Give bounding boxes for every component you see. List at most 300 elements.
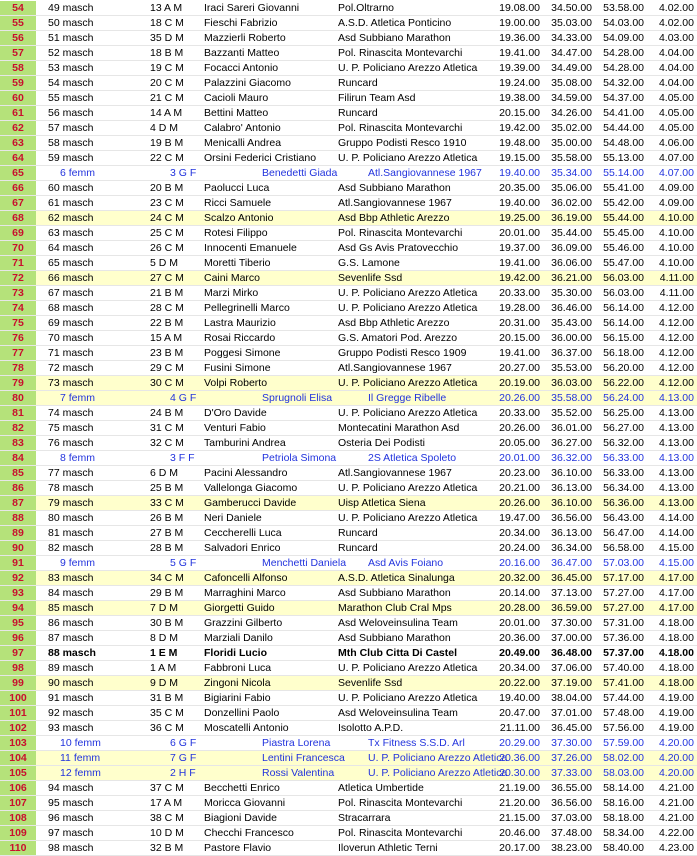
final-time-cell: 57.44.00 bbox=[603, 692, 644, 704]
pace-cell: 4.11.00 bbox=[659, 287, 694, 299]
athlete-name-cell: Fieschi Fabrizio bbox=[204, 17, 278, 29]
position-cell: 77 bbox=[0, 346, 36, 361]
final-time-cell: 55.13.00 bbox=[603, 152, 644, 164]
athlete-name-cell: Giorgetti Guido bbox=[204, 602, 275, 614]
final-time-cell: 53.58.00 bbox=[603, 2, 644, 14]
position-cell: 96 bbox=[0, 631, 36, 646]
table-row bbox=[0, 196, 697, 211]
final-time-cell: 57.36.00 bbox=[603, 632, 644, 644]
split-time-cell: 35.43.00 bbox=[551, 317, 592, 329]
final-time-cell: 54.32.00 bbox=[603, 77, 644, 89]
gender-rank-cell: 66 masch bbox=[48, 272, 94, 284]
table-row bbox=[0, 46, 697, 61]
gender-rank-cell: 64 masch bbox=[48, 242, 94, 254]
category-cell: 2 H F bbox=[170, 767, 196, 779]
pace-cell: 4.10.00 bbox=[658, 242, 694, 254]
category-cell: 21 B M bbox=[150, 287, 184, 299]
pace-cell: 4.18.00 bbox=[658, 677, 694, 689]
pace-cell: 4.09.00 bbox=[658, 182, 694, 194]
athlete-name-cell: Innocenti Emanuele bbox=[204, 242, 297, 254]
athlete-name-cell: Gamberucci Davide bbox=[204, 497, 297, 509]
gender-rank-cell: 82 masch bbox=[48, 542, 94, 554]
pace-cell: 4.19.00 bbox=[658, 692, 694, 704]
gender-rank-cell: 90 masch bbox=[48, 677, 94, 689]
table-row bbox=[0, 811, 697, 826]
category-cell: 37 C M bbox=[150, 782, 184, 794]
athlete-name-cell: Lentini Francesca bbox=[262, 752, 345, 764]
split-time-cell: 20.46.00 bbox=[499, 827, 540, 839]
gender-rank-cell: 71 masch bbox=[48, 347, 94, 359]
split-time-cell: 20.33.00 bbox=[499, 407, 540, 419]
gender-rank-cell: 91 masch bbox=[48, 692, 94, 704]
table-row bbox=[0, 796, 697, 811]
gender-rank-cell: 85 masch bbox=[48, 602, 94, 614]
pace-cell: 4.02.00 bbox=[658, 2, 694, 14]
split-time-cell: 36.01.00 bbox=[551, 422, 592, 434]
position-cell: 100 bbox=[0, 691, 36, 706]
team-cell: Pol. Rinascita Montevarchi bbox=[338, 122, 463, 134]
category-cell: 19 C M bbox=[150, 62, 184, 74]
pace-cell: 4.20.00 bbox=[658, 767, 694, 779]
split-time-cell: 19.42.00 bbox=[499, 122, 540, 134]
pace-cell: 4.21.00 bbox=[658, 797, 694, 809]
athlete-name-cell: Iraci Sareri Giovanni bbox=[204, 2, 300, 14]
pace-cell: 4.15.00 bbox=[658, 542, 694, 554]
split-time-cell: 20.33.00 bbox=[499, 287, 540, 299]
pace-cell: 4.05.00 bbox=[658, 107, 694, 119]
gender-rank-cell: 89 masch bbox=[48, 662, 94, 674]
split-time-cell: 20.01.00 bbox=[499, 452, 540, 464]
table-row bbox=[0, 706, 697, 721]
pace-cell: 4.04.00 bbox=[658, 47, 694, 59]
pace-cell: 4.11.00 bbox=[659, 272, 694, 284]
team-cell: Asd Weloveinsulina Team bbox=[338, 707, 458, 719]
position-cell: 63 bbox=[0, 136, 36, 151]
team-cell: Mth Club Citta Di Castel bbox=[338, 647, 458, 659]
table-row bbox=[0, 241, 697, 256]
athlete-name-cell: Palazzini Giacomo bbox=[204, 77, 291, 89]
pace-cell: 4.18.00 bbox=[658, 647, 694, 659]
split-time-cell: 19.38.00 bbox=[499, 92, 540, 104]
category-cell: 4 D M bbox=[150, 122, 179, 134]
split-time-cell: 19.41.00 bbox=[499, 47, 540, 59]
final-time-cell: 55.47.00 bbox=[603, 257, 644, 269]
split-time-cell: 19.24.00 bbox=[499, 77, 540, 89]
table-row bbox=[0, 391, 697, 406]
team-cell: Atl.Sangiovannese 1967 bbox=[338, 362, 452, 374]
split-time-cell: 37.06.00 bbox=[551, 662, 592, 674]
split-time-cell: 34.26.00 bbox=[551, 107, 592, 119]
split-time-cell: 21.20.00 bbox=[499, 797, 540, 809]
position-cell: 85 bbox=[0, 466, 36, 481]
gender-rank-cell: 88 masch bbox=[48, 647, 96, 659]
athlete-name-cell: Moricca Giovanni bbox=[204, 797, 286, 809]
athlete-name-cell: Lastra Maurizio bbox=[204, 317, 276, 329]
final-time-cell: 56.24.00 bbox=[603, 392, 644, 404]
table-row bbox=[0, 511, 697, 526]
final-time-cell: 55.14.00 bbox=[603, 167, 644, 179]
final-time-cell: 56.15.00 bbox=[603, 332, 644, 344]
team-cell: U. P. Policiano Arezzo Atletica bbox=[338, 287, 478, 299]
team-cell: Iloverun Athletic Terni bbox=[338, 842, 438, 854]
athlete-name-cell: Rosai Riccardo bbox=[204, 332, 276, 344]
pace-cell: 4.22.00 bbox=[658, 827, 694, 839]
category-cell: 33 C M bbox=[150, 497, 184, 509]
position-cell: 78 bbox=[0, 361, 36, 376]
gender-rank-cell: 74 masch bbox=[48, 407, 94, 419]
final-time-cell: 57.40.00 bbox=[603, 662, 644, 674]
split-time-cell: 20.36.00 bbox=[499, 632, 540, 644]
gender-rank-cell: 62 masch bbox=[48, 212, 94, 224]
gender-rank-cell: 68 masch bbox=[48, 302, 94, 314]
gender-rank-cell: 61 masch bbox=[48, 197, 94, 209]
split-time-cell: 35.58.00 bbox=[551, 152, 592, 164]
pace-cell: 4.13.00 bbox=[658, 392, 694, 404]
category-cell: 32 C M bbox=[150, 437, 184, 449]
split-time-cell: 36.10.00 bbox=[551, 467, 592, 479]
pace-cell: 4.09.00 bbox=[658, 197, 694, 209]
position-cell: 82 bbox=[0, 421, 36, 436]
split-time-cell: 36.13.00 bbox=[551, 482, 592, 494]
team-cell: Marathon Club Cral Mps bbox=[338, 602, 452, 614]
team-cell: Montecatini Marathon Asd bbox=[338, 422, 460, 434]
split-time-cell: 37.01.00 bbox=[551, 707, 592, 719]
table-row bbox=[0, 301, 697, 316]
team-cell: Pol. Rinascita Montevarchi bbox=[338, 797, 463, 809]
split-time-cell: 36.55.00 bbox=[551, 782, 592, 794]
team-cell: Asd Subbiano Marathon bbox=[338, 587, 451, 599]
position-cell: 69 bbox=[0, 226, 36, 241]
gender-rank-cell: 53 masch bbox=[48, 62, 94, 74]
athlete-name-cell: Becchetti Enrico bbox=[204, 782, 280, 794]
final-time-cell: 54.37.00 bbox=[603, 92, 644, 104]
split-time-cell: 37.30.00 bbox=[551, 617, 592, 629]
team-cell: 2S Atletica Spoleto bbox=[368, 452, 457, 464]
split-time-cell: 36.56.00 bbox=[551, 797, 592, 809]
split-time-cell: 20.26.00 bbox=[499, 422, 540, 434]
athlete-name-cell: Pacini Alessandro bbox=[204, 467, 288, 479]
pace-cell: 4.12.00 bbox=[658, 362, 694, 374]
gender-rank-cell: 73 masch bbox=[48, 377, 94, 389]
split-time-cell: 36.37.00 bbox=[551, 347, 592, 359]
team-cell: U. P. Policiano Arezzo Atletica bbox=[338, 662, 478, 674]
pace-cell: 4.13.00 bbox=[658, 437, 694, 449]
split-time-cell: 34.33.00 bbox=[551, 32, 592, 44]
split-time-cell: 20.15.00 bbox=[499, 332, 540, 344]
athlete-name-cell: Zingoni Nicola bbox=[204, 677, 271, 689]
table-row bbox=[0, 421, 697, 436]
pace-cell: 4.10.00 bbox=[658, 257, 694, 269]
position-cell: 75 bbox=[0, 316, 36, 331]
table-row bbox=[0, 91, 697, 106]
category-cell: 5 D M bbox=[150, 257, 179, 269]
position-cell: 98 bbox=[0, 661, 36, 676]
split-time-cell: 34.47.00 bbox=[551, 47, 592, 59]
position-cell: 92 bbox=[0, 571, 36, 586]
team-cell: Asd Bbp Athletic Arezzo bbox=[338, 317, 450, 329]
gender-rank-cell: 7 femm bbox=[60, 392, 96, 404]
table-row bbox=[0, 316, 697, 331]
split-time-cell: 36.59.00 bbox=[551, 602, 592, 614]
position-cell: 55 bbox=[0, 16, 36, 31]
gender-rank-cell: 9 femm bbox=[60, 557, 96, 569]
table-row bbox=[0, 136, 697, 151]
pace-cell: 4.07.00 bbox=[658, 167, 694, 179]
final-time-cell: 54.09.00 bbox=[603, 32, 644, 44]
category-cell: 29 B M bbox=[150, 587, 184, 599]
split-time-cell: 35.06.00 bbox=[551, 182, 592, 194]
athlete-name-cell: Bazzanti Matteo bbox=[204, 47, 280, 59]
team-cell: Tx Fitness S.S.D. Arl bbox=[368, 737, 465, 749]
pace-cell: 4.14.00 bbox=[658, 512, 694, 524]
athlete-name-cell: D'Oro Davide bbox=[204, 407, 267, 419]
table-row bbox=[0, 751, 697, 766]
team-cell: Sevenlife Ssd bbox=[338, 677, 403, 689]
category-cell: 25 B M bbox=[150, 482, 184, 494]
athlete-name-cell: Caini Marco bbox=[204, 272, 261, 284]
athlete-name-cell: Benedetti Giada bbox=[262, 167, 338, 179]
final-time-cell: 56.03.00 bbox=[603, 272, 644, 284]
category-cell: 38 C M bbox=[150, 812, 184, 824]
category-cell: 7 D M bbox=[150, 602, 179, 614]
pace-cell: 4.12.00 bbox=[658, 347, 694, 359]
final-time-cell: 57.17.00 bbox=[603, 572, 644, 584]
category-cell: 32 B M bbox=[150, 842, 184, 854]
gender-rank-cell: 67 masch bbox=[48, 287, 94, 299]
category-cell: 26 C M bbox=[150, 242, 184, 254]
team-cell: Asd Gs Avis Pratovecchio bbox=[338, 242, 459, 254]
final-time-cell: 54.44.00 bbox=[603, 122, 644, 134]
team-cell: Il Gregge Ribelle bbox=[368, 392, 447, 404]
table-row bbox=[0, 436, 697, 451]
pace-cell: 4.06.00 bbox=[658, 137, 694, 149]
split-time-cell: 20.23.00 bbox=[499, 467, 540, 479]
category-cell: 13 A M bbox=[150, 2, 183, 14]
pace-cell: 4.19.00 bbox=[658, 707, 694, 719]
final-time-cell: 58.02.00 bbox=[603, 752, 644, 764]
position-cell: 95 bbox=[0, 616, 36, 631]
athlete-name-cell: Volpi Roberto bbox=[204, 377, 268, 389]
table-row bbox=[0, 211, 697, 226]
category-cell: 35 C M bbox=[150, 707, 184, 719]
split-time-cell: 35.44.00 bbox=[551, 227, 592, 239]
table-row bbox=[0, 16, 697, 31]
split-time-cell: 35.03.00 bbox=[551, 17, 592, 29]
split-time-cell: 36.47.00 bbox=[551, 557, 592, 569]
athlete-name-cell: Pellegrinelli Marco bbox=[204, 302, 290, 314]
final-time-cell: 56.27.00 bbox=[603, 422, 644, 434]
position-cell: 107 bbox=[0, 796, 36, 811]
category-cell: 22 B M bbox=[150, 317, 184, 329]
final-time-cell: 55.46.00 bbox=[603, 242, 644, 254]
pace-cell: 4.21.00 bbox=[658, 782, 694, 794]
gender-rank-cell: 63 masch bbox=[48, 227, 94, 239]
split-time-cell: 19.37.00 bbox=[499, 242, 540, 254]
final-time-cell: 56.58.00 bbox=[603, 542, 644, 554]
category-cell: 22 C M bbox=[150, 152, 184, 164]
athlete-name-cell: Menicalli Andrea bbox=[204, 137, 282, 149]
position-cell: 99 bbox=[0, 676, 36, 691]
team-cell: Asd Subbiano Marathon bbox=[338, 632, 451, 644]
position-cell: 76 bbox=[0, 331, 36, 346]
athlete-name-cell: Biagioni Davide bbox=[204, 812, 277, 824]
pace-cell: 4.19.00 bbox=[658, 722, 694, 734]
table-row bbox=[0, 256, 697, 271]
split-time-cell: 37.26.00 bbox=[551, 752, 592, 764]
team-cell: U. P. Policiano Arezzo Atletica bbox=[338, 302, 478, 314]
category-cell: 34 C M bbox=[150, 572, 184, 584]
table-row bbox=[0, 631, 697, 646]
final-time-cell: 56.32.00 bbox=[603, 437, 644, 449]
category-cell: 36 C M bbox=[150, 722, 184, 734]
pace-cell: 4.12.00 bbox=[658, 377, 694, 389]
category-cell: 8 D M bbox=[150, 632, 179, 644]
split-time-cell: 20.01.00 bbox=[499, 227, 540, 239]
split-time-cell: 20.26.00 bbox=[499, 497, 540, 509]
athlete-name-cell: Poggesi Simone bbox=[204, 347, 281, 359]
final-time-cell: 56.14.00 bbox=[603, 317, 644, 329]
team-cell: A.S.D. Atletica Sinalunga bbox=[338, 572, 455, 584]
category-cell: 30 B M bbox=[150, 617, 184, 629]
split-time-cell: 35.30.00 bbox=[551, 287, 592, 299]
category-cell: 19 B M bbox=[150, 137, 184, 149]
table-row bbox=[0, 781, 697, 796]
split-time-cell: 20.32.00 bbox=[499, 572, 540, 584]
table-row bbox=[0, 226, 697, 241]
final-time-cell: 56.14.00 bbox=[603, 302, 644, 314]
athlete-name-cell: Venturi Fabio bbox=[204, 422, 266, 434]
table-row bbox=[0, 181, 697, 196]
split-time-cell: 20.26.00 bbox=[499, 392, 540, 404]
final-time-cell: 56.33.00 bbox=[603, 452, 644, 464]
split-time-cell: 20.19.00 bbox=[499, 377, 540, 389]
final-time-cell: 56.47.00 bbox=[603, 527, 644, 539]
final-time-cell: 57.37.00 bbox=[603, 647, 644, 659]
gender-rank-cell: 54 masch bbox=[48, 77, 94, 89]
split-time-cell: 19.40.00 bbox=[499, 197, 540, 209]
position-cell: 58 bbox=[0, 61, 36, 76]
pace-cell: 4.17.00 bbox=[658, 587, 694, 599]
category-cell: 28 B M bbox=[150, 542, 184, 554]
split-time-cell: 20.29.00 bbox=[499, 737, 540, 749]
table-row bbox=[0, 481, 697, 496]
split-time-cell: 19.41.00 bbox=[499, 257, 540, 269]
table-row bbox=[0, 361, 697, 376]
split-time-cell: 36.32.00 bbox=[551, 452, 592, 464]
team-cell: U. P. Policiano Arezzo Atletica bbox=[338, 512, 478, 524]
table-row bbox=[0, 601, 697, 616]
split-time-cell: 37.33.00 bbox=[551, 767, 592, 779]
team-cell: Filirun Team Asd bbox=[338, 92, 416, 104]
category-cell: 7 G F bbox=[170, 752, 197, 764]
table-row bbox=[0, 286, 697, 301]
athlete-name-cell: Mazzierli Roberto bbox=[204, 32, 286, 44]
gender-rank-cell: 97 masch bbox=[48, 827, 94, 839]
gender-rank-cell: 94 masch bbox=[48, 782, 94, 794]
split-time-cell: 35.08.00 bbox=[551, 77, 592, 89]
athlete-name-cell: Sprugnoli Elisa bbox=[262, 392, 333, 404]
athlete-name-cell: Donzellini Paolo bbox=[204, 707, 280, 719]
split-time-cell: 36.21.00 bbox=[551, 272, 592, 284]
gender-rank-cell: 70 masch bbox=[48, 332, 94, 344]
position-cell: 101 bbox=[0, 706, 36, 721]
pace-cell: 4.13.00 bbox=[658, 467, 694, 479]
team-cell: Runcard bbox=[338, 77, 378, 89]
gender-rank-cell: 79 masch bbox=[48, 497, 94, 509]
position-cell: 65 bbox=[0, 166, 36, 181]
split-time-cell: 36.03.00 bbox=[551, 377, 592, 389]
final-time-cell: 56.25.00 bbox=[603, 407, 644, 419]
table-row bbox=[0, 466, 697, 481]
split-time-cell: 36.34.00 bbox=[551, 542, 592, 554]
pace-cell: 4.12.00 bbox=[658, 302, 694, 314]
gender-rank-cell: 65 masch bbox=[48, 257, 94, 269]
category-cell: 14 A M bbox=[150, 107, 183, 119]
split-time-cell: 21.11.00 bbox=[499, 722, 540, 734]
table-row bbox=[0, 31, 697, 46]
final-time-cell: 56.03.00 bbox=[603, 287, 644, 299]
split-time-cell: 36.48.00 bbox=[551, 647, 592, 659]
position-cell: 68 bbox=[0, 211, 36, 226]
pace-cell: 4.10.00 bbox=[658, 212, 694, 224]
final-time-cell: 56.43.00 bbox=[603, 512, 644, 524]
split-time-cell: 19.40.00 bbox=[499, 167, 540, 179]
final-time-cell: 54.28.00 bbox=[603, 62, 644, 74]
gender-rank-cell: 12 femm bbox=[60, 767, 101, 779]
category-cell: 1 A M bbox=[150, 662, 177, 674]
split-time-cell: 20.05.00 bbox=[499, 437, 540, 449]
final-time-cell: 55.41.00 bbox=[603, 182, 644, 194]
table-row bbox=[0, 496, 697, 511]
position-cell: 84 bbox=[0, 451, 36, 466]
split-time-cell: 20.22.00 bbox=[499, 677, 540, 689]
final-time-cell: 56.20.00 bbox=[603, 362, 644, 374]
position-cell: 80 bbox=[0, 391, 36, 406]
final-time-cell: 57.48.00 bbox=[603, 707, 644, 719]
final-time-cell: 57.03.00 bbox=[603, 557, 644, 569]
split-time-cell: 36.10.00 bbox=[551, 497, 592, 509]
table-row bbox=[0, 766, 697, 781]
final-time-cell: 58.14.00 bbox=[603, 782, 644, 794]
athlete-name-cell: Focacci Antonio bbox=[204, 62, 279, 74]
split-time-cell: 19.08.00 bbox=[499, 2, 540, 14]
final-time-cell: 54.28.00 bbox=[603, 47, 644, 59]
split-time-cell: 21.15.00 bbox=[499, 812, 540, 824]
athlete-name-cell: Tamburini Andrea bbox=[204, 437, 286, 449]
pace-cell: 4.04.00 bbox=[658, 77, 694, 89]
category-cell: 23 C M bbox=[150, 197, 184, 209]
athlete-name-cell: Petriola Simona bbox=[262, 452, 337, 464]
athlete-name-cell: Salvadori Enrico bbox=[204, 542, 281, 554]
table-row bbox=[0, 721, 697, 736]
position-cell: 106 bbox=[0, 781, 36, 796]
gender-rank-cell: 69 masch bbox=[48, 317, 94, 329]
category-cell: 24 B M bbox=[150, 407, 184, 419]
gender-rank-cell: 51 masch bbox=[48, 32, 94, 44]
team-cell: U. P. Policiano Arezzo Atletica bbox=[338, 152, 478, 164]
athlete-name-cell: Ricci Samuele bbox=[204, 197, 272, 209]
final-time-cell: 58.16.00 bbox=[603, 797, 644, 809]
split-time-cell: 20.27.00 bbox=[499, 362, 540, 374]
category-cell: 1 E M bbox=[150, 647, 178, 659]
athlete-name-cell: Menchetti Daniela bbox=[262, 557, 347, 569]
position-cell: 70 bbox=[0, 241, 36, 256]
category-cell: 27 B M bbox=[150, 527, 184, 539]
split-time-cell: 36.19.00 bbox=[551, 212, 592, 224]
split-time-cell: 19.40.00 bbox=[499, 692, 540, 704]
category-cell: 27 C M bbox=[150, 272, 184, 284]
position-cell: 81 bbox=[0, 406, 36, 421]
